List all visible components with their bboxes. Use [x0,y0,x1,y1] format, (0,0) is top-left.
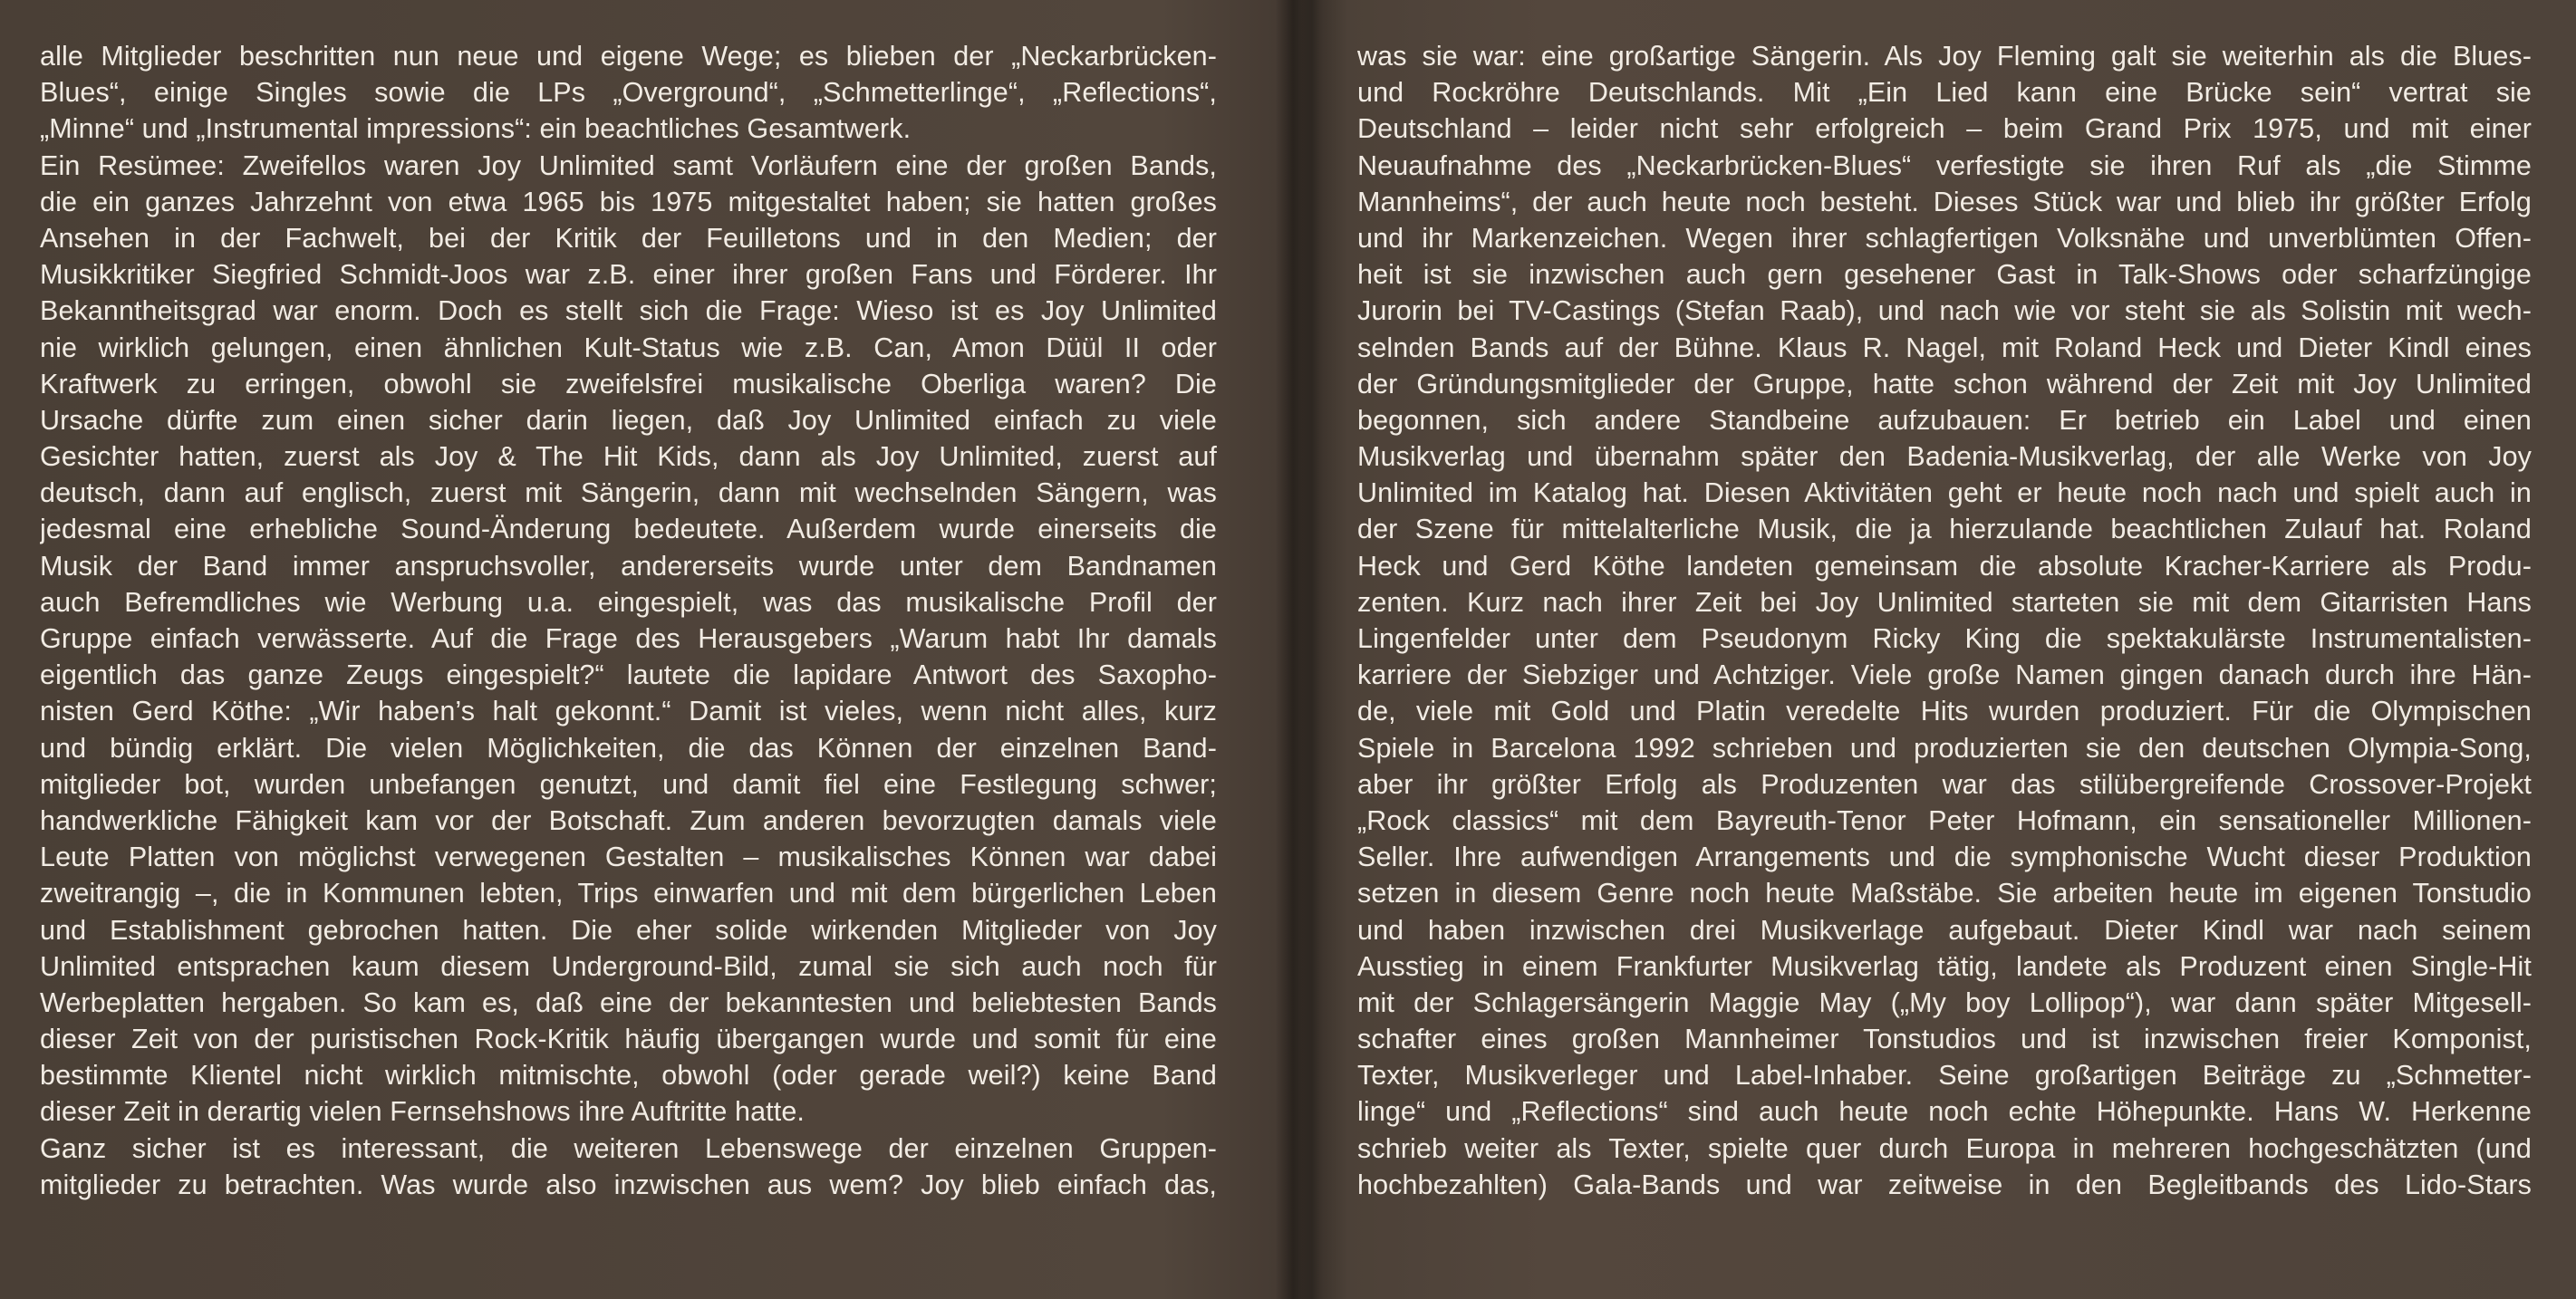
text-line: schrieb weiter als Texter, spielte quer durch Europa in mehreren hochgeschätzten (und [1357,1132,2532,1164]
text-line: mitglieder zu betrachten. Was wurde also inzwischen aus wem? Joy blieb einfach das, [40,1169,1217,1200]
text-line: und haben inzwischen drei Musikverlage aufgebaut. Dieter Kindl war nach seinem [1357,914,2532,946]
text-line: der Szene für mittelalterliche Musik, die ja hierzulande beachtlichen Zulauf hat. Roland [1357,514,2532,545]
text-line: und Rockröhre Deutschlands. Mit „Ein Lied kann eine Brücke sein“ vertrat sie [1357,77,2532,109]
text-line: Blues“, einige Singles sowie die LPs „Overground“, „Schmetterlinge“, „Reflections“, [40,77,1217,109]
text-line: mitglieder bot, wurden unbefangen genutzt, und damit fiel eine Festlegung schwer; [40,768,1217,800]
text-line: Unlimited entsprachen kaum diesem Underground-Bild, zumal sie sich auch noch für [40,950,1217,982]
text-line: de, viele mit Gold und Platin veredelte Hits wurden produziert. Für die Olympischen [1357,696,2532,727]
text-line: Ausstieg in einem Frankfurter Musikverlag tätig, landete als Produzent einen Single-Hit [1357,950,2532,982]
text-line: Leute Platten von möglichst verwegenen Gestalten – musikalisches Können war dabei [40,842,1217,873]
text-line: Spiele in Barcelona 1992 schrieben und produzierten sie den deutschen Olympia-Song, [1357,732,2532,764]
text-line: Bekanntheitsgrad war enorm. Doch es stellt sich die Frage: Wieso ist es Joy Unlimited [40,295,1217,327]
center-fold [1276,0,1348,1299]
text-line: handwerkliche Fähigkeit kam vor der Botschaft. Zum anderen bevorzugten damals viele [40,804,1217,836]
text-line: dieser Zeit in derartig vielen Fernsehshows ihre Auftritte hatte. [40,1096,805,1128]
text-line: setzen in diesem Genre noch heute Maßstäbe. Sie arbeiten heute im eigenen Tonstudio [1357,878,2532,909]
text-line: die ein ganzes Jahrzehnt von etwa 1965 bis 1975 mitgestaltet haben; sie hatten großes [40,186,1217,217]
text-line: hochbezahlten) Gala-Bands und war zeitweise in den Begleitbands des Lido-Stars [1357,1169,2532,1200]
text-line: karriere der Siebziger und Achtziger. Viele große Namen gingen danach durch ihre Hän- [1357,659,2532,691]
text-line: und bündig erklärt. Die vielen Möglichkeiten, die das Können der einzelnen Band- [40,732,1217,764]
text-line: Neuaufnahme des „Neckarbrücken-Blues“ verfestigte sie ihren Ruf als „die Stimme [1357,149,2532,181]
text-line: was sie war: eine großartige Sängerin. Als Joy Fleming galt sie weiterhin als die Blues- [1357,41,2532,72]
text-line: mit der Schlagersängerin Maggie May („My boy Lollipop“), war dann später Mitgesell- [1357,986,2532,1018]
right-page-text [1357,38,2532,1203]
text-line: „Minne“ und „Instrumental impressions“: ein beachtliches Gesamtwerk. [40,113,912,145]
text-line: Jurorin bei TV-Castings (Stefan Raab), und nach wie vor steht sie als Solistin mit wech- [1357,295,2532,327]
text-line: selnden Bands auf der Bühne. Klaus R. Nagel, mit Roland Heck und Dieter Kindl eines [1357,332,2532,363]
text-line: Musikverlag und übernahm später den Badenia-Musikverlag, der alle Werke von Joy [1357,441,2532,473]
text-line: zenten. Kurz nach ihrer Zeit bei Joy Unlimited starteten sie mit dem Gitarristen Hans [1357,586,2532,618]
text-line: Texter, Musikverleger und Label-Inhaber. Seine großartigen Beiträge zu „Schmetter- [1357,1060,2532,1092]
text-line: Ansehen in der Fachwelt, bei der Kritik der Feuilletons und in den Medien; der [40,222,1217,254]
text-line: Mannheims“, der auch heute noch besteht. Dieses Stück war und blieb ihr größter Erfolg [1357,186,2532,217]
text-line: Gruppe einfach verwässerte. Auf die Frage des Herausgebers „Warum habt Ihr damals [40,623,1217,654]
text-line: Musikkritiker Siegfried Schmidt-Joos war z.B. einer ihrer großen Fans und Förderer. Ihr [40,259,1217,291]
text-line: nie wirklich gelungen, einen ähnlichen Kult-Status wie z.B. Can, Amon Düül II oder [40,332,1217,363]
text-line: nisten Gerd Köthe: „Wir haben’s halt gekonnt.“ Damit ist vieles, wenn nicht alles, kurz [40,696,1217,727]
text-line: alle Mitglieder beschritten nun neue und eigene Wege; es blieben der „Neckarbrücken- [40,41,1217,72]
text-line: Kraftwerk zu erringen, obwohl sie zweifelsfrei musikalische Oberliga waren? Die [40,368,1217,399]
text-line: Ursache dürfte zum einen sicher darin liegen, daß Joy Unlimited einfach zu viele [40,404,1217,436]
text-line: Ganz sicher ist es interessant, die weiteren Lebenswege der einzelnen Gruppen- [40,1132,1217,1164]
text-line: Ein Resümee: Zweifellos waren Joy Unlimited samt Vorläufern eine der großen Bands, [40,149,1217,181]
text-line: Seller. Ihre aufwendigen Arrangements und die symphonische Wucht dieser Produktion [1357,842,2532,873]
text-line: Musik der Band immer anspruchsvoller, andererseits wurde unter dem Bandnamen [40,550,1217,582]
text-line: Unlimited im Katalog hat. Diesen Aktivitäten geht er heute noch nach und spielt auch in [1357,477,2532,509]
text-line: Lingenfelder unter dem Pseudonym Ricky King die spektakulärste Instrumentalisten- [1357,623,2532,654]
text-line: Gesichter hatten, zuerst als Joy & The Hit Kids, dann als Joy Unlimited, zuerst auf [40,441,1217,473]
text-line: aber ihr größter Erfolg als Produzenten war das stilübergreifende Crossover-Projekt [1357,768,2532,800]
text-line: Heck und Gerd Köthe landeten gemeinsam die absolute Kracher-Karriere als Produ- [1357,550,2532,582]
text-line: „Rock classics“ mit dem Bayreuth-Tenor Peter Hofmann, ein sensationeller Millionen- [1357,804,2532,836]
text-line: linge“ und „Reflections“ sind auch heute noch echte Höhepunkte. Hans W. Herkenne [1357,1096,2532,1128]
text-line: Deutschland – leider nicht sehr erfolgreich – beim Grand Prix 1975, und mit einer [1357,113,2532,145]
text-line: eigentlich das ganze Zeugs eingespielt?“ lautete die lapidare Antwort des Saxopho- [40,659,1217,691]
text-line: Werbeplatten hergaben. So kam es, daß eine der bekanntesten und beliebtesten Bands [40,986,1217,1018]
text-line: und Establishment gebrochen hatten. Die eher solide wirkenden Mitglieder von Joy [40,914,1217,946]
text-line: jedesmal eine erhebliche Sound-Änderung bedeutete. Außerdem wurde einerseits die [40,514,1217,545]
left-page-text [40,38,1217,1203]
text-line: der Gründungsmitglieder der Gruppe, hatte schon während der Zeit mit Joy Unlimited [1357,368,2532,399]
text-line: bestimmte Klientel nicht wirklich mitmischte, obwohl (oder gerade weil?) keine Band [40,1060,1217,1092]
text-line: begonnen, sich andere Standbeine aufzubauen: Er betrieb ein Label und einen [1357,404,2532,436]
text-line: deutsch, dann auf englisch, zuerst mit Sängerin, dann mit wechselnden Sängern, was [40,477,1217,509]
text-line: auch Befremdliches wie Werbung u.a. eingespielt, was das musikalische Profil der [40,586,1217,618]
text-line: dieser Zeit von der puristischen Rock-Kritik häufig übergangen wurde und somit für eine [40,1024,1217,1055]
text-line: zweitrangig –, die in Kommunen lebten, Trips einwarfen und mit dem bürgerlichen Leben [40,878,1217,909]
text-line: schafter eines großen Mannheimer Tonstudios und ist inzwischen freier Komponist, [1357,1024,2532,1055]
text-line: heit ist sie inzwischen auch gern gesehener Gast in Talk-Shows oder scharfzüngige [1357,259,2532,291]
text-line: und ihr Markenzeichen. Wegen ihrer schlagfertigen Volksnähe und unverblümten Offen- [1357,222,2532,254]
